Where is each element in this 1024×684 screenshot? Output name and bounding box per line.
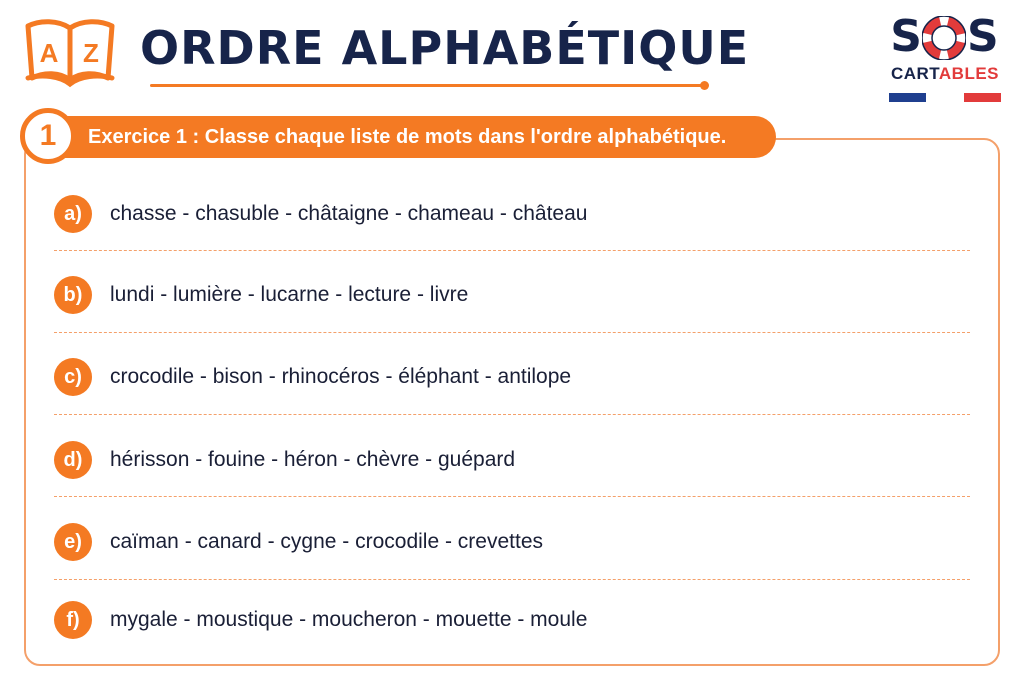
item-letter-badge: e) — [54, 523, 92, 561]
item-words: chasse - chasuble - châtaigne - chameau - château — [110, 202, 588, 225]
row-divider — [54, 414, 970, 415]
item-letter-badge: d) — [54, 441, 92, 479]
row-divider — [54, 250, 970, 251]
item-words: lundi - lumière - lucarne - lecture - livre — [110, 283, 469, 306]
lifebuoy-icon — [922, 16, 966, 60]
item-words: crocodile - bison - rhinocéros - éléphant - antilope — [110, 365, 572, 388]
row-divider — [54, 579, 970, 580]
list-item — [54, 194, 587, 234]
logo-sos-left: S — [890, 11, 923, 62]
logo-sos-right: S — [967, 11, 1000, 62]
row-divider — [54, 332, 970, 333]
row-divider — [54, 496, 970, 497]
exercise-number-badge: 1 — [20, 108, 76, 164]
item-letter-badge: b) — [54, 276, 92, 314]
list-item — [54, 600, 587, 640]
sos-cartables-logo — [886, 10, 1004, 106]
book-icon — [22, 14, 118, 90]
list-item — [54, 522, 543, 562]
title-underline — [150, 84, 706, 87]
item-letter-badge: c) — [54, 358, 92, 396]
item-letter-badge: f) — [54, 601, 92, 639]
logo-cartables — [886, 64, 1004, 84]
page-title: ORDRE ALPHABÉTIQUE — [140, 21, 750, 75]
flag-red — [964, 93, 1001, 102]
item-words: hérisson - fouine - héron - chèvre - guépard — [110, 448, 516, 471]
book-letter-z: Z — [83, 38, 99, 68]
item-letter-badge: a) — [54, 195, 92, 233]
list-item — [54, 440, 515, 480]
flag-blue — [889, 93, 926, 102]
logo-cartables-accent: ABLES — [938, 64, 1000, 83]
list-item — [54, 275, 468, 315]
logo-cartables-main: CART — [890, 64, 939, 83]
exercise-instruction: Exercice 1 : Classe chaque liste de mots dans l'ordre alphabétique. — [88, 126, 727, 148]
list-item — [54, 357, 571, 397]
logo-flag — [889, 93, 1001, 102]
item-words: mygale - moustique - moucheron - mouette - moule — [110, 608, 588, 631]
title-underline-dot — [700, 81, 709, 90]
item-words: caïman - canard - cygne - crocodile - crevettes — [110, 530, 544, 553]
book-letter-a: A — [39, 38, 59, 68]
flag-white — [926, 93, 963, 102]
